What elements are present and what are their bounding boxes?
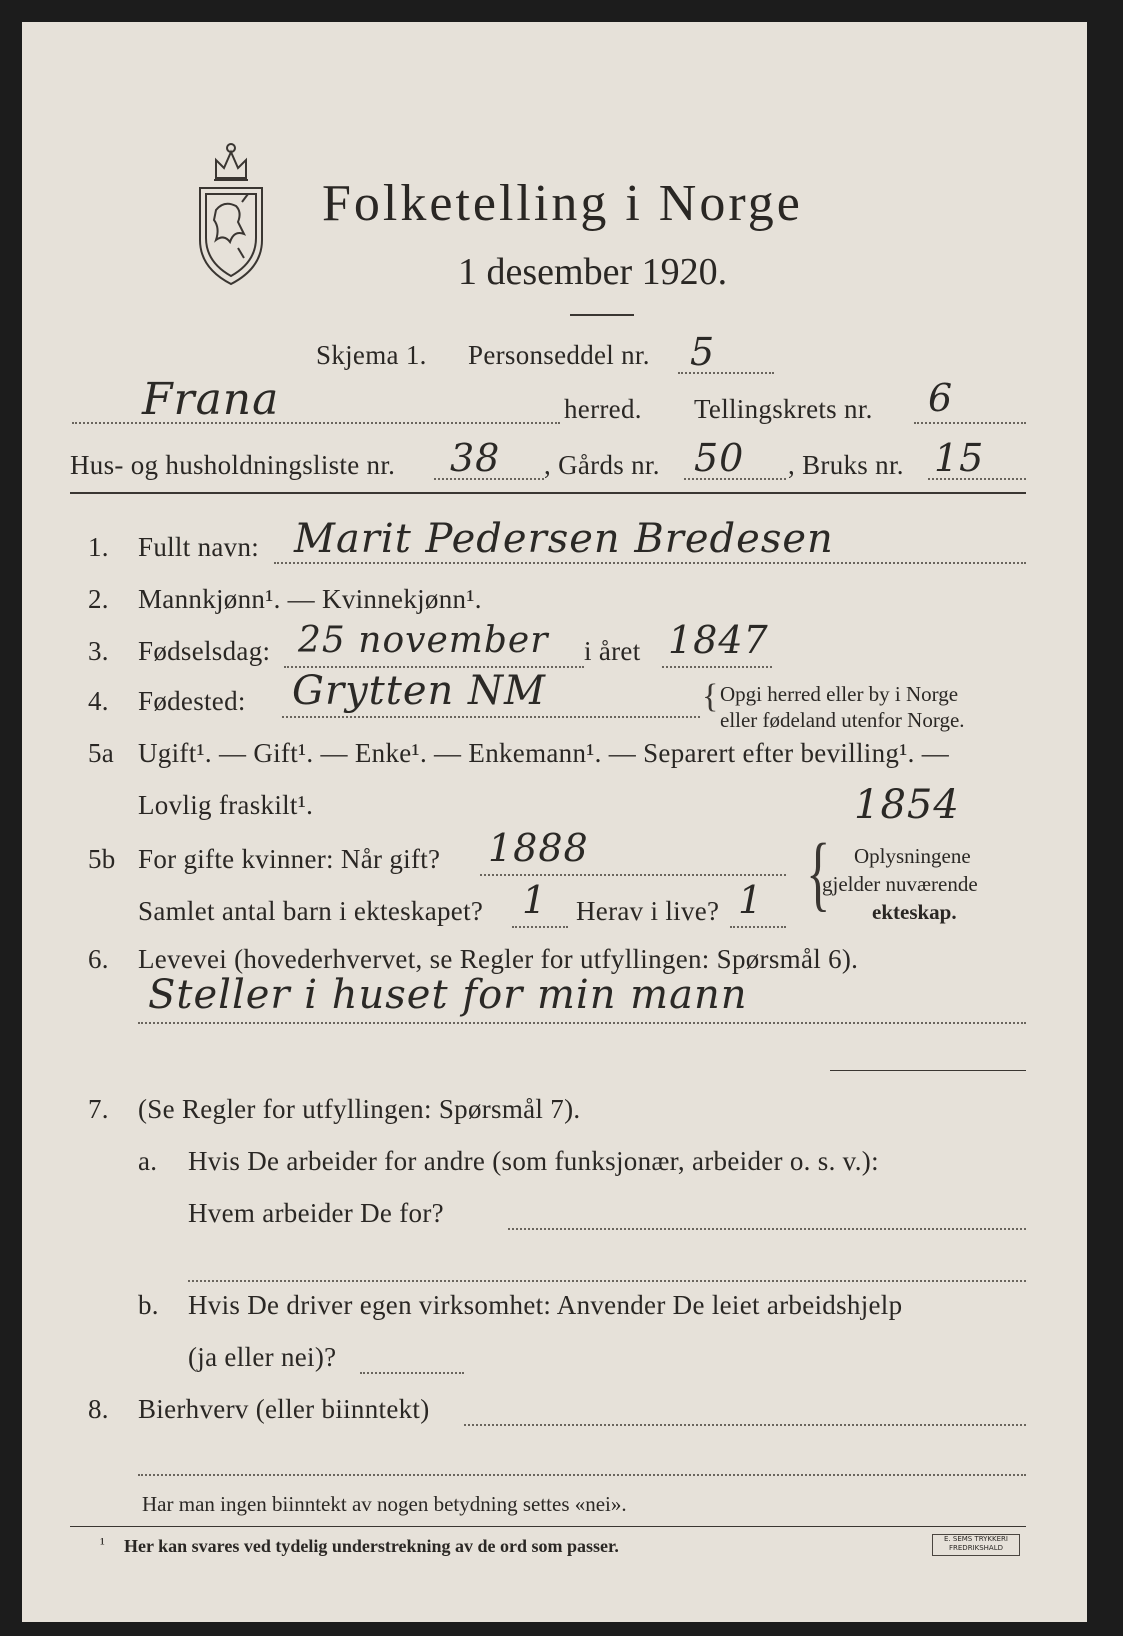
form-title: Folketelling i Norge <box>322 175 803 232</box>
q1-line <box>274 562 1026 564</box>
header-rule <box>70 492 1026 494</box>
bruks-value: 15 <box>934 436 985 480</box>
q3-year-label: i året <box>584 636 641 666</box>
q7a-letter: a. <box>138 1146 158 1176</box>
q8-label: Bierhverv (eller biinntekt) <box>138 1394 430 1424</box>
tellingskrets-label: Tellingskrets nr. <box>694 394 873 424</box>
q4-note-line1: Opgi herred eller by i Norge <box>720 682 959 706</box>
q7b-answer-line <box>360 1372 464 1374</box>
gards-label: , Gårds nr. <box>544 450 660 480</box>
herred-label: herred. <box>564 394 642 424</box>
birthday-value: 25 november <box>298 620 549 661</box>
schema-label: Skjema 1. <box>316 340 427 370</box>
q7a-answer-line1 <box>508 1228 1026 1230</box>
q6-label: Levevei (hovederhvervet, se Regler for utfyllingen: Spørsmål 6). <box>138 944 859 974</box>
full-name-value: Marit Pedersen Bredesen <box>294 516 834 562</box>
birth-year-value: 1847 <box>668 618 769 662</box>
q7b-line1: Hvis De driver egen virksomhet: Anvender De leiet arbeidshjelp <box>188 1290 903 1320</box>
q6-line2 <box>830 1070 1026 1071</box>
printer-stamp: E. SEMS TRYKKERI FREDRIKSHALD <box>932 1534 1020 1556</box>
census-form-sheet <box>22 22 1087 1622</box>
q5a-margin-value: 1854 <box>854 782 960 828</box>
q5b-label3: Herav i live? <box>576 896 720 926</box>
q5b-label2: Samlet antal barn i ekteskapet? <box>138 896 484 926</box>
q5a-marital-options: Ugift¹. — Gift¹. — Enke¹. — Enkemann¹. — Separert efter bevilling¹. — <box>138 738 949 768</box>
q4-line <box>282 716 700 718</box>
q4-brace: { <box>702 678 719 715</box>
q7a-line2: Hvem arbeider De for? <box>188 1198 444 1228</box>
q8-note: Har man ingen biinntekt av nogen betydning settes «nei». <box>142 1492 627 1516</box>
q5b-label1: For gifte kvinner: Når gift? <box>138 844 441 874</box>
q7b-line2: (ja eller nei)? <box>188 1342 337 1372</box>
alive-value: 1 <box>738 878 764 922</box>
title-divider <box>570 314 634 316</box>
q8-answer-line2 <box>138 1474 1026 1476</box>
q6-line1 <box>138 1022 1026 1024</box>
q7b-letter: b. <box>138 1290 159 1320</box>
q5b-married-line <box>480 874 786 876</box>
personseddel-value: 5 <box>690 330 716 374</box>
personseddel-label: Personseddel nr. <box>468 340 650 370</box>
q6-number: 6. <box>88 944 109 974</box>
husholdning-label: Hus- og husholdningsliste nr. <box>70 450 396 480</box>
q4-number: 4. <box>88 686 109 716</box>
bruks-label: , Bruks nr. <box>788 450 904 480</box>
q2-number: 2. <box>88 584 109 614</box>
footnote-text: Her kan svares ved tydelig understrekning av de ord som passer. <box>124 1536 619 1556</box>
q7-number: 7. <box>88 1094 109 1124</box>
q4-label: Fødested: <box>138 686 246 716</box>
husholdning-value: 38 <box>450 436 501 480</box>
tellingskrets-line <box>914 422 1026 424</box>
q7-label: (Se Regler for utfyllingen: Spørsmål 7). <box>138 1094 581 1124</box>
herred-value: Frana <box>142 374 280 425</box>
census-date: 1 desember 1920. <box>458 251 728 293</box>
q8-answer-line1 <box>464 1424 1026 1426</box>
q3-label: Fødselsdag: <box>138 636 271 666</box>
q5b-number: 5b <box>88 844 116 874</box>
q2-gender-options: Mannkjønn¹. — Kvinnekjønn¹. <box>138 584 482 614</box>
footnote-mark: ¹ <box>100 1536 105 1553</box>
q5b-children-line <box>512 926 568 928</box>
children-value: 1 <box>522 878 548 922</box>
gards-value: 50 <box>694 436 745 480</box>
q5a-number: 5a <box>88 738 115 768</box>
q5b-alive-line <box>730 926 786 928</box>
q5b-brace: { <box>806 827 831 920</box>
q5b-note-line1: Oplysningene <box>854 844 971 868</box>
q5a-line2: Lovlig fraskilt¹. <box>138 790 314 820</box>
q5b-note-line2: gjelder nuværende <box>822 872 978 896</box>
q4-note-line2: eller fødeland utenfor Norge. <box>720 708 965 732</box>
q1-number: 1. <box>88 532 109 562</box>
footer-rule <box>70 1526 1026 1527</box>
occupation-value: Steller i huset for min mann <box>148 972 748 1018</box>
q8-number: 8. <box>88 1394 109 1424</box>
q7a-answer-line2 <box>188 1280 1026 1282</box>
q5b-note-line3: ekteskap. <box>872 900 957 924</box>
birthplace-value: Grytten NM <box>292 668 546 714</box>
q3-number: 3. <box>88 636 109 666</box>
q3-year-line <box>662 666 772 668</box>
q7a-line1: Hvis De arbeider for andre (som funksjonær, arbeider o. s. v.): <box>188 1146 879 1176</box>
q1-label: Fullt navn: <box>138 532 260 562</box>
tellingskrets-value: 6 <box>928 376 954 420</box>
married-year-value: 1888 <box>488 826 589 870</box>
norway-coat-of-arms-icon <box>194 130 268 290</box>
